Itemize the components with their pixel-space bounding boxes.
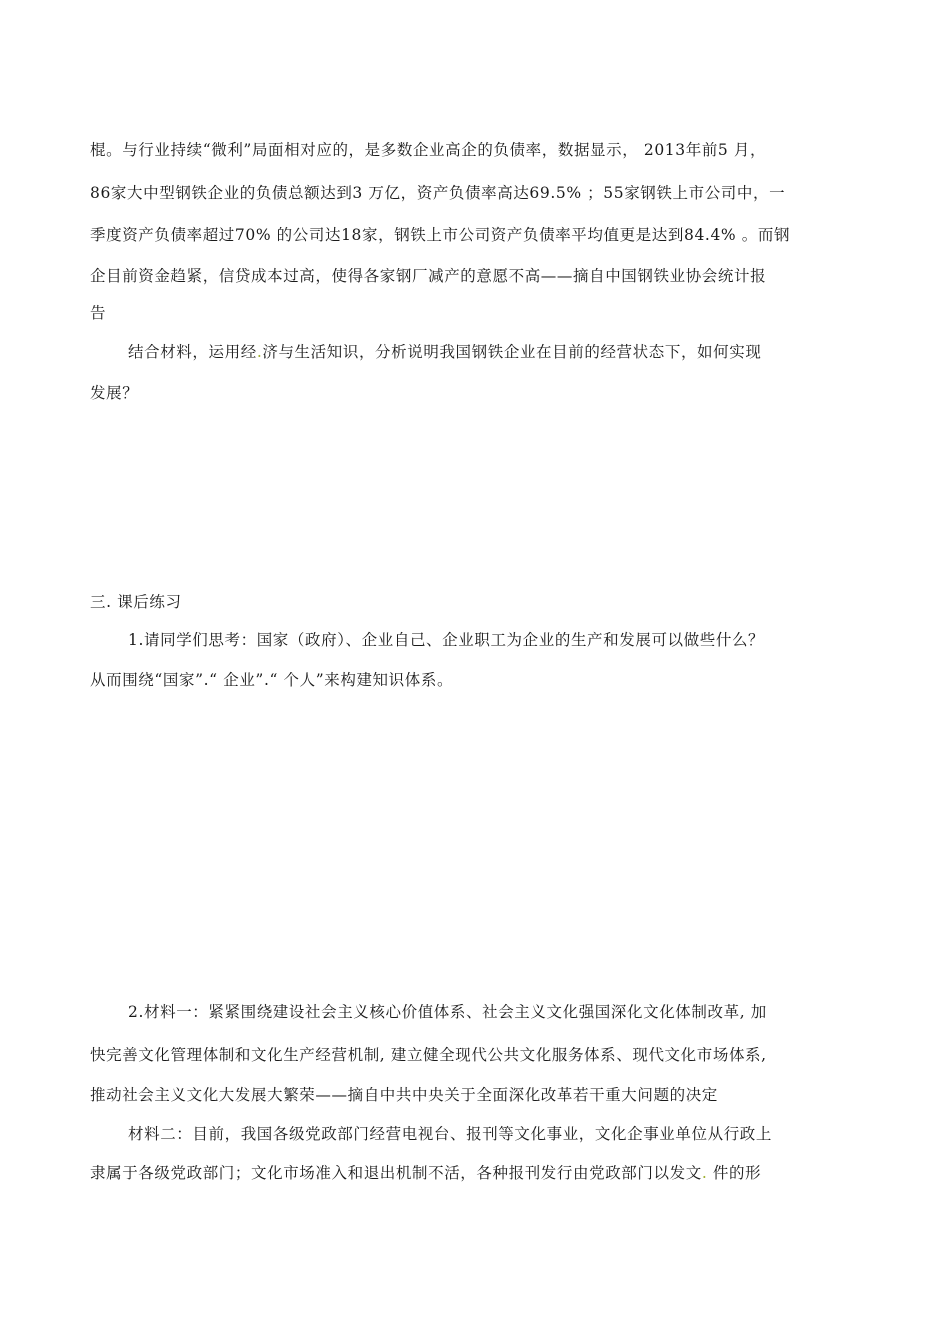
question-line-1: [128, 342, 761, 362]
material-two-line-2: [90, 1163, 761, 1183]
exercise-1-line-1: 1.请同学们思考：国家（政府）、企业自己、企业职工为企业的生产和发展可以做些什么？: [128, 631, 765, 649]
material-two-text-b: 件的形: [707, 1164, 762, 1182]
material-line-2: 86家大中型钢铁企业的负债总额达到3 万亿，资产负债率高达69.5% ；55家钢铁上市公司中，一: [90, 184, 786, 202]
exercise-2-line-3: 推动社会主义文化大发展大繁荣——摘自中共中央关于全面深化改革若干重大问题的决定: [90, 1086, 718, 1104]
material-line-1: 棍。与行业持续“微利”局面相对应的，是多数企业高企的负债率，数据显示， 2013年前5 月，: [90, 141, 767, 159]
section-heading: 三. 课后练习: [90, 593, 182, 611]
material-line-3: 季度资产负债率超过70% 的公司达18家，钢铁上市公司资产负债率平均值更是达到84.4% 。而钢: [90, 226, 791, 244]
exercise-2-line-1: 2.材料一：紧紧围绕建设社会主义核心价值体系、社会主义文化强国深化文化体制改革, 加: [128, 1003, 767, 1021]
material-line-4: 企目前资金趋紧，信贷成本过高，使得各家钢厂减产的意愿不高——摘自中国钢铁业协会统计报: [90, 267, 767, 285]
exercise-2-line-2: 快完善文化管理体制和文化生产经营机制, 建立健全现代公共文化服务体系、现代文化市场体系,: [90, 1046, 767, 1064]
question-line-2: 发展？: [90, 384, 139, 402]
exercise-1-line-2: 从而围绕“国家”.“ 企业”.“ 个人”来构建知识体系。: [90, 671, 454, 689]
question-text-a: 结合材料，运用经: [128, 343, 257, 361]
material-two-line-1: 材料二：目前，我国各级党政部门经营电视台、报刊等文化事业，文化企事业单位从行政上: [128, 1125, 773, 1143]
question-dot: .: [256, 343, 263, 361]
material-line-5: 告: [90, 304, 107, 322]
material-two-dot: .: [701, 1164, 708, 1182]
material-two-text-a: 隶属于各级党政部门；文化市场准入和退出机制不活，各种报刊发行由党政部门以发文: [90, 1164, 702, 1182]
question-text-b: 济与生活知识，分析说明我国钢铁企业在目前的经营状态下，如何实现: [262, 343, 762, 361]
